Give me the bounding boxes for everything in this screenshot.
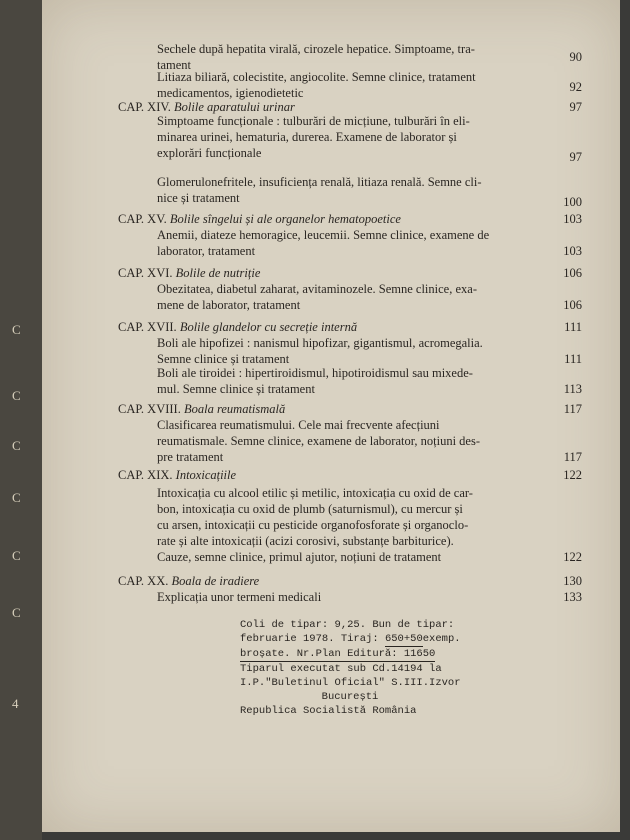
page-number: 97 xyxy=(569,150,582,164)
chapter-number: CAP. XVIII. xyxy=(118,402,184,416)
imprint-line xyxy=(240,647,490,662)
imprint-line: Tiparul executat sub Cd.14194 la xyxy=(240,663,442,675)
chapter-heading xyxy=(118,320,357,335)
toc-entry-line: nice și tratament xyxy=(157,191,240,205)
chapter-title: Bolile aparatului urinar xyxy=(174,100,295,114)
chapter-number: CAP. XV. xyxy=(118,212,170,226)
chapter-number: CAP. XVII. xyxy=(118,320,180,334)
page-number: 90 xyxy=(569,50,582,64)
page-number: 117 xyxy=(563,450,582,464)
chapter-heading xyxy=(118,266,260,281)
edge-letter: C xyxy=(12,322,21,337)
toc-entry-line: bon, intoxicația cu oxid de plumb (saturnismul), cu mercur și xyxy=(157,502,463,516)
toc-entry-line: Anemii, diateze hemoragice, leucemii. Semne clinice, examene de xyxy=(157,228,490,242)
toc-entry-line: reumatismale. Semne clinice, examene de laborator, noțiuni des- xyxy=(157,434,480,448)
chapter-heading xyxy=(118,100,295,115)
chapter-number: CAP. XX. xyxy=(118,574,172,588)
imprint-line: I.P."Buletinul Oficial" S.III.Izvor xyxy=(240,677,461,689)
toc-entry-line: Intoxicația cu alcool etilic și metilic, intoxicația cu oxid de car- xyxy=(157,486,473,500)
page-number: 113 xyxy=(563,382,582,396)
toc-entry-line: Cauze, semne clinice, primul ajutor, noțiuni de tratament xyxy=(157,550,442,564)
page-number: 103 xyxy=(563,212,582,226)
chapter-number: CAP. XIX. xyxy=(118,468,176,482)
toc-entry-line: Boli ale tiroidei : hipertiroidismul, hipotiroidismul sau mixede- xyxy=(157,366,473,380)
page-number: 111 xyxy=(564,352,582,366)
page-number: 117 xyxy=(563,402,582,416)
imprint-block xyxy=(240,618,490,718)
page-number: 100 xyxy=(563,195,582,209)
page-number: 103 xyxy=(563,244,582,258)
book-page xyxy=(42,0,620,832)
imprint-plan: broșate. Nr.Plan Editură: 11650 xyxy=(240,648,436,660)
chapter-title: Bolile sîngelui și ale organelor hematopoetice xyxy=(169,212,401,226)
toc-entry-line: minarea urinei, hematuria, durerea. Examene de laborator și xyxy=(157,130,457,144)
imprint-country: Republica Socialistă România xyxy=(240,705,417,717)
toc-entry-line: Explicația unor termeni medicali xyxy=(157,590,322,604)
imprint-line xyxy=(240,632,490,647)
imprint-unit: exemp. xyxy=(422,633,461,645)
chapter-heading xyxy=(118,574,259,589)
chapter-title: Bolile de nutriție xyxy=(175,266,261,280)
edge-letter: C xyxy=(12,490,21,505)
edge-letter: C xyxy=(12,548,21,563)
toc-entry-line: Clasificarea reumatismului. Cele mai frecvente afecțiuni xyxy=(157,418,440,432)
toc-entry-line: medicamentos, igienodietetic xyxy=(157,86,304,100)
toc-entry-line: Obezitatea, diabetul zaharat, avitaminozele. Semne clinice, exa- xyxy=(157,282,477,296)
toc-entry-line: Sechele după hepatita virală, cirozele hepatice. Simptoame, tra- xyxy=(157,42,475,56)
toc-entry-line: Semne clinice și tratament xyxy=(157,352,290,366)
chapter-number: CAP. XVI. xyxy=(118,266,176,280)
page-number: 130 xyxy=(563,574,582,588)
toc-entry-line: explorări funcționale xyxy=(157,146,262,160)
toc-entry-line: pre tratament xyxy=(157,450,224,464)
imprint-print-run: 650+50 xyxy=(384,633,423,645)
edge-letter: C xyxy=(12,605,21,620)
chapter-heading xyxy=(118,212,401,227)
chapter-title: Bolile glandelor cu secreție internă xyxy=(179,320,358,334)
page-number: 106 xyxy=(563,266,582,280)
page-number: 122 xyxy=(563,468,582,482)
page-number: 133 xyxy=(563,590,582,604)
chapter-number: CAP. XIV. xyxy=(118,100,175,114)
page-number: 106 xyxy=(563,298,582,312)
toc-entry-line: Glomerulonefritele, insuficiența renală, litiaza renală. Semne cli- xyxy=(157,175,482,189)
imprint-line: Coli de tipar: 9,25. Bun de tipar: xyxy=(240,619,455,631)
page-number: 97 xyxy=(569,100,582,114)
chapter-heading xyxy=(118,402,285,417)
edge-letter: 4 xyxy=(12,696,19,711)
edge-letter: C xyxy=(12,388,21,403)
toc-entry-line: Simptoame funcționale : tulburări de micțiune, tulburări în eli- xyxy=(157,114,470,128)
imprint-city: București xyxy=(321,691,379,703)
chapter-title: Boala reumatismală xyxy=(183,402,286,416)
toc-entry-line: laborator, tratament xyxy=(157,244,256,258)
chapter-title: Intoxicațiile xyxy=(175,468,237,482)
page-number: 111 xyxy=(564,320,582,334)
edge-letter: C xyxy=(12,438,21,453)
chapter-title: Boala de iradiere xyxy=(171,574,260,588)
toc-entry-line: mene de laborator, tratament xyxy=(157,298,301,312)
book-spine-shadow xyxy=(0,0,42,840)
imprint-date: februarie 1978. Tiraj: xyxy=(240,633,379,645)
toc-entry-line: Litiaza biliară, colecistite, angiocolite. Semne clinice, tratament xyxy=(157,70,476,84)
page-number: 92 xyxy=(569,80,582,94)
toc-entry-line: mul. Semne clinice și tratament xyxy=(157,382,315,396)
chapter-heading xyxy=(118,468,236,483)
toc-entry-line: cu arsen, intoxicații cu pesticide organofosforate și organoclo- xyxy=(157,518,469,532)
toc-entry-line: tament xyxy=(157,58,192,72)
page-number: 122 xyxy=(563,550,582,564)
toc-entry-line: rate și alte intoxicații (acizi corosivi, substanțe barbiturice). xyxy=(157,534,454,548)
toc-entry-line: Boli ale hipofizei : nanismul hipofizar, gigantismul, acromegalia. xyxy=(157,336,483,350)
